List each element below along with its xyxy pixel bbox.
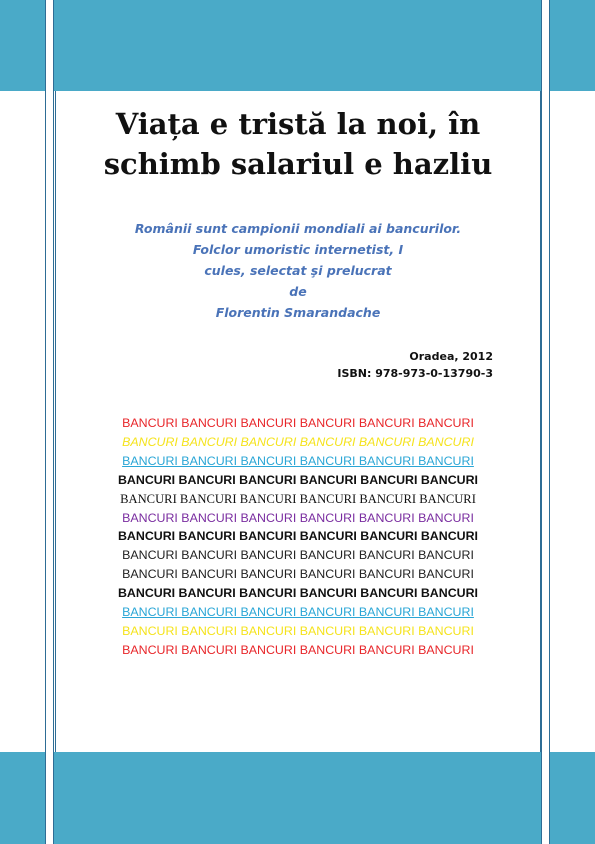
top-band — [0, 0, 595, 91]
word-line-yellow: BANCURI BANCURI BANCURI BANCURI BANCURI BANCURI — [122, 623, 474, 638]
word-line-serif: BANCURI BANCURI BANCURI BANCURI BANCURI BANCURI — [120, 491, 476, 506]
word-block — [56, 414, 540, 660]
title-line: schimb salariul e hazliu — [103, 147, 493, 181]
subtitle-line: Folclor umoristic internetist, I — [192, 242, 404, 257]
word-line-dark: BANCURI BANCURI BANCURI BANCURI BANCURI BANCURI — [122, 567, 474, 582]
word-line-dark: BANCURI BANCURI BANCURI BANCURI BANCURI BANCURI — [122, 548, 474, 563]
right-stripe — [541, 0, 550, 844]
subtitle-line: Românii sunt campionii mondiali ai bancurilor. — [134, 221, 462, 236]
word-line-blue-underlined: BANCURI BANCURI BANCURI BANCURI BANCURI BANCURI — [122, 453, 474, 468]
right-panel — [550, 91, 595, 752]
subtitle-line: de — [289, 284, 307, 299]
word-line-red: BANCURI BANCURI BANCURI BANCURI BANCURI BANCURI — [122, 416, 474, 430]
title-line: Viața e tristă la noi, în — [115, 107, 481, 141]
word-line-black-bold: BANCURI BANCURI BANCURI BANCURI BANCURI BANCURI — [117, 529, 478, 544]
left-stripe — [45, 0, 54, 844]
word-line-black-bold: BANCURI BANCURI BANCURI BANCURI BANCURI BANCURI — [117, 586, 478, 601]
word-line-purple: BANCURI BANCURI BANCURI BANCURI BANCURI BANCURI — [122, 510, 474, 525]
word-line-yellow-italic: BANCURI BANCURI BANCURI BANCURI BANCURI BANCURI — [122, 434, 474, 449]
publication-info — [337, 348, 493, 382]
word-line-red: BANCURI BANCURI BANCURI BANCURI BANCURI BANCURI — [122, 642, 474, 657]
word-line-black-bold: BANCURI BANCURI BANCURI BANCURI BANCURI BANCURI — [117, 472, 478, 487]
author-name: Florentin Smarandache — [215, 305, 381, 320]
book-subtitle — [56, 218, 540, 323]
word-line-blue-underlined: BANCURI BANCURI BANCURI BANCURI BANCURI BANCURI — [122, 605, 474, 620]
book-title — [56, 104, 540, 184]
left-panel — [0, 91, 45, 752]
isbn: ISBN: 978-973-0-13790-3 — [337, 367, 493, 380]
place-year: Oradea, 2012 — [409, 350, 493, 363]
bottom-band — [0, 752, 595, 844]
subtitle-line: cules, selectat şi prelucrat — [204, 263, 392, 278]
